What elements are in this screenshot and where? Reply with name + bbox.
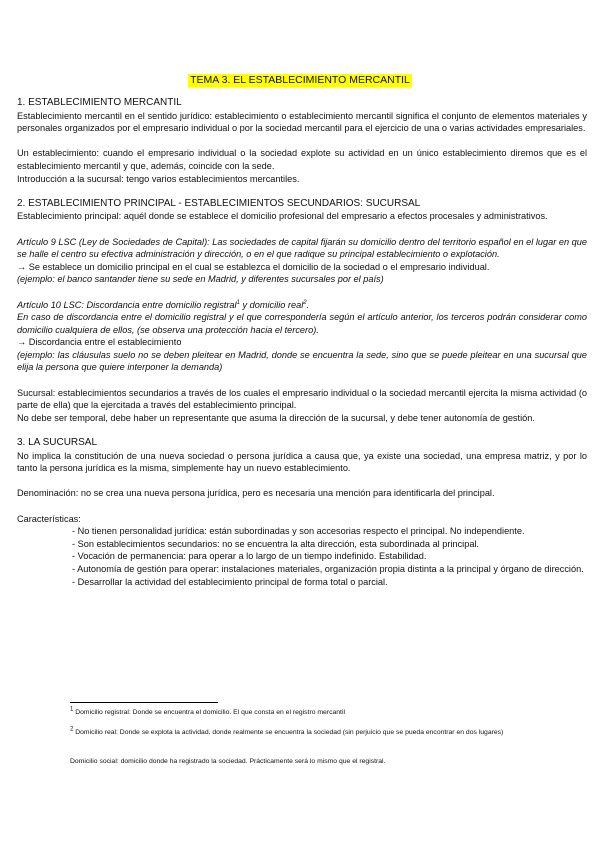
section-1-paragraph-2: Un establecimiento: cuando el empresario individual o la sociedad explote su actividad en un único establecimiento diremos que es el establecimiento mercantil y que, además, coincide con la sede. bbox=[17, 148, 587, 171]
section-1-paragraph-1: Establecimiento mercantil en el sentido jurídico: establecimiento o establecimiento mercantil significa el conjunto de elementos materiales y personales organizados por el empresario individual o por la sociedad mercantil para el ejercicio de una o varias actividades empresariales. bbox=[17, 110, 587, 134]
list-item: - Autonomía de gestión para operar: instalaciones materiales, organización propia distinta a la principal y órgano de dirección. bbox=[72, 563, 584, 574]
article-10-heading bbox=[17, 299, 587, 312]
section-1-heading: 1. ESTABLECIMIENTO MERCANTIL bbox=[17, 97, 182, 108]
spacer bbox=[17, 223, 587, 236]
footnote-1 bbox=[70, 708, 540, 718]
article-10-heading-a: Artículo 10 LSC: Discordancia entre domicilio registral bbox=[17, 299, 237, 310]
article-10-example: (ejemplo: las cláusulas suelo no se deben pleitear en Madrid, donde se encuentra la sede, sino que se puede pleitear en una sucursal que elija la persona que quiere interponer la demanda) bbox=[17, 349, 587, 373]
spacer bbox=[17, 135, 587, 148]
list-item: - Desarrollar la actividad del establecimiento principal de forma total o parcial. bbox=[72, 576, 388, 587]
section-3-heading: 3. LA SUCURSAL bbox=[17, 437, 98, 449]
footnote-ref-2: 2 bbox=[303, 299, 307, 306]
list-item: - Son establecimientos secundarios: no se encuentra la alta dirección, esta subordinada al principal. bbox=[72, 538, 480, 549]
spacer bbox=[17, 424, 587, 437]
article-9-text: Artículo 9 LSC (Ley de Sociedades de Capital): Las sociedades de capital fijarán su domicilio dentro del territorio español en el lugar en que se halle el centro su efectiva administración y dirección, o en el que radique su principal establecimiento o explotación. bbox=[17, 236, 587, 260]
page-title: TEMA 3. EL ESTABLECIMIENTO MERCANTIL bbox=[190, 74, 410, 86]
article-9-example: (ejemplo: el banco santander tiene su sede en Madrid, y diferentes sucursales por el país) bbox=[17, 274, 384, 285]
footnote-ref-1: 1 bbox=[236, 299, 240, 306]
spacer bbox=[17, 475, 587, 488]
section-2-heading: 2. ESTABLECIMIENTO PRINCIPAL - ESTABLECIMIENTOS SECUNDARIOS: SUCURSAL bbox=[17, 197, 421, 209]
article-10-text: En caso de discordancia entre el domicilio registral y el que correspondería según el artículo anterior, los terceros podrán considerar como domicilio cualquiera de ellos, (se observa una protección hacia el tercero). bbox=[17, 312, 587, 335]
sucursal-requirements: No debe ser temporal, debe haber un representante que asuma la dirección de la sucursal, y debe tener autonomía de gestión. bbox=[17, 412, 535, 423]
footnote-divider bbox=[70, 702, 218, 703]
footnote-2 bbox=[70, 728, 540, 738]
document-body bbox=[17, 97, 587, 588]
characteristics-label: Características: bbox=[17, 513, 81, 524]
article-9-arrow-note: → Se establece un domicilio principal en el cual se establezca el domicilio de la sociedad o el empresario individual. bbox=[17, 261, 490, 272]
section-1-paragraph-3: Introducción a la sucursal: tengo varios establecimientos mercantiles. bbox=[17, 173, 300, 184]
spacer bbox=[17, 500, 587, 513]
section-3-paragraph-2: Denominación: no se crea una nueva persona jurídica, pero es necesaria una mención para identificarla del principal. bbox=[17, 488, 495, 499]
spacer bbox=[17, 286, 587, 299]
section-3-paragraph-1: No implica la constitución de una nueva sociedad o persona jurídica a causa que, ya existe una sociedad, una empresa matriz, y por lo tanto la persona jurídica es la misma, simplemente hay un nuevo establecimiento. bbox=[17, 450, 587, 474]
spacer bbox=[17, 374, 587, 387]
footnote-1-text: Domicilio registral: Donde se encuentra el domicilio. El que consta en el registro mercantil bbox=[75, 709, 345, 716]
list-item: - Vocación de permanencia: para operar a lo largo de un tiempo indefinido. Estabilidad. bbox=[72, 551, 427, 562]
spacer bbox=[17, 185, 587, 198]
footnote-3: Domicilio social: domicilio donde ha registrado la sociedad. Prácticamente será lo mismo que el registral. bbox=[70, 758, 386, 765]
footnote-2-number: 2 bbox=[70, 726, 74, 733]
characteristics-list bbox=[72, 525, 587, 588]
article-10-heading-b: y domicilio real bbox=[239, 299, 304, 310]
title-wrap bbox=[0, 70, 600, 88]
footnote-2-text: Domicilio real: Donde se explota la actividad. donde realmente se encuentra la sociedad (sin perjuicio que se pueda encontrar en dos lugares) bbox=[75, 729, 504, 736]
article-10-arrow-note: → Discordancia entre el establecimiento bbox=[17, 337, 182, 348]
list-item: - No tienen personalidad jurídica: están subordinadas y son accesorias respecto el principal. No independiente. bbox=[72, 526, 525, 537]
footnote-1-number: 1 bbox=[70, 706, 74, 713]
article-10-heading-end: . bbox=[306, 299, 310, 310]
section-2-paragraph-1: Establecimiento principal: aquél donde se establece el domicilio profesional del empresario a efectos procesales y administrativos. bbox=[17, 211, 548, 222]
sucursal-definition: Sucursal: establecimientos secundarios a través de los cuales el empresario individual o la sociedad mercantil ejercita la misma actividad (o parte de ella) que la ejercitada a través del establecimiento principal. bbox=[17, 387, 587, 411]
